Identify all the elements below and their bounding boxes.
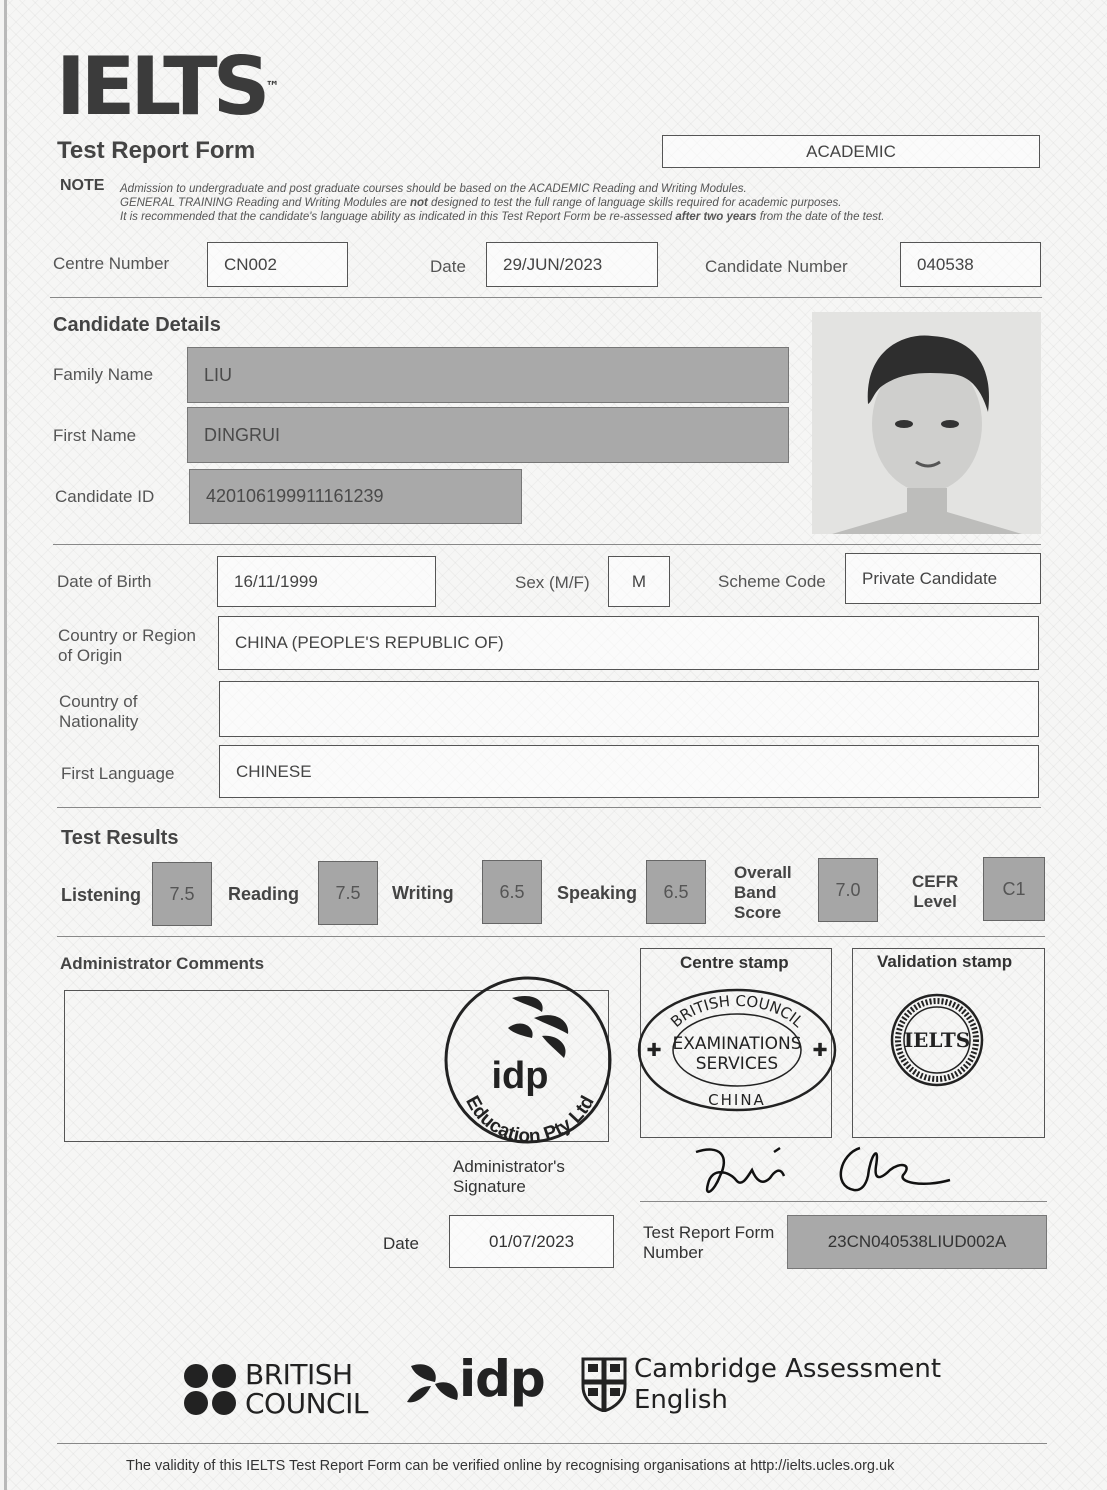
listening-score-value: 7.5: [169, 883, 195, 904]
overall-label-line-3: Score: [734, 903, 782, 922]
speaking-label: Speaking: [557, 883, 638, 903]
footer-divider: [57, 1443, 1047, 1444]
cefr-label-line-2: Level: [913, 892, 957, 911]
divider-4: [57, 936, 1045, 937]
origin-label: [58, 626, 196, 666]
admin-date-value: 01/07/2023: [488, 1231, 575, 1251]
dob-label: Date of Birth: [57, 572, 152, 591]
listening-score: [152, 862, 212, 926]
sex-box: [608, 556, 670, 607]
validation-stamp-label: Validation stamp: [877, 952, 1013, 971]
idp-stamp-text: idp: [491, 1055, 549, 1097]
trf-number-label: [643, 1223, 774, 1263]
british-council-wordmark: [245, 1360, 368, 1418]
sex-label: Sex (M/F): [515, 573, 590, 592]
nationality-label-line-2: Nationality: [59, 712, 139, 731]
british-council-stamp: [636, 986, 838, 1114]
validation-seal-text: IELTS: [903, 1028, 971, 1052]
cambridge-logo-line-1: Cambridge Assessment: [634, 1354, 942, 1384]
sex-value: M: [631, 571, 647, 591]
first-name-field: [187, 407, 789, 463]
centre-date-value: 29/JUN/2023: [503, 254, 603, 274]
trf-label-line-2: Number: [643, 1243, 704, 1262]
candidate-number-value: 040538: [917, 254, 974, 274]
candidate-portrait-graphic: [812, 312, 1041, 534]
first-language-value: CHINESE: [236, 761, 312, 781]
trf-number-field: [787, 1215, 1047, 1269]
cambridge-crest-icon: [580, 1356, 628, 1412]
overall-label-line-2: Band: [734, 883, 777, 902]
overall-band-value: 7.0: [835, 879, 861, 900]
cefr-label-line-1: CEFR: [912, 872, 959, 891]
form-title: Test Report Form: [57, 137, 256, 164]
cambridge-wordmark: [634, 1354, 941, 1416]
cefr-level-score: [983, 857, 1045, 921]
reading-score-value: 7.5: [335, 882, 361, 903]
note-line-2b: not: [409, 197, 428, 209]
speaking-score: [646, 860, 706, 924]
cefr-level-value: C1: [1002, 878, 1026, 899]
candidate-number-box: [900, 242, 1041, 287]
scheme-code-value: Private Candidate: [862, 568, 998, 588]
centre-stamp-label: Centre stamp: [680, 953, 789, 972]
ielts-logo-text: IELTS: [56, 40, 266, 133]
first-language-box: [219, 745, 1039, 798]
candidate-details-title: Candidate Details: [53, 314, 221, 336]
candidate-photo: [812, 312, 1041, 534]
note-label: NOTE: [60, 177, 105, 194]
origin-box: [218, 616, 1039, 670]
speaking-score-value: 6.5: [663, 881, 689, 902]
ielts-logo: [56, 40, 280, 133]
nationality-label: [59, 692, 138, 732]
note-line-3: [120, 211, 884, 223]
note-line-3b: after two years: [675, 211, 757, 223]
candidate-id-field: [189, 469, 522, 524]
module-value: ACADEMIC: [806, 141, 896, 161]
divider-2: [53, 544, 1041, 545]
test-results-title: Test Results: [61, 827, 179, 849]
idp-leaf-icon: [405, 1358, 461, 1414]
idp-logo: [405, 1350, 545, 1418]
scheme-code-box: [845, 553, 1041, 604]
british-council-dots-icon: [183, 1362, 243, 1418]
signature-label-line-1: Administrator's: [453, 1157, 565, 1176]
bc-logo-line-2: COUNCIL: [245, 1387, 368, 1420]
divider-1: [50, 297, 1042, 298]
note-line-3c: from the date of the test.: [756, 211, 885, 223]
idp-education-stamp: [442, 976, 614, 1144]
candidate-id-label: Candidate ID: [55, 487, 155, 506]
bc-stamp-top-text: BRITISH COUNCIL: [667, 991, 808, 1031]
dob-value: 16/11/1999: [234, 571, 318, 591]
bc-stamp-right-cross: ✚: [812, 1040, 828, 1061]
validity-notice: The validity of this IELTS Test Report Form can be verified online by recognising organisations at http://ielts.ucles.org.uk: [126, 1458, 895, 1474]
dob-box: [217, 556, 436, 607]
validation-seal-graphic: [890, 993, 984, 1087]
bc-logo-line-1: BRITISH: [245, 1358, 353, 1391]
idp-stamp-graphic: [442, 976, 614, 1144]
administrator-comments-label: Administrator Comments: [60, 954, 265, 973]
centre-number-value: CN002: [224, 254, 277, 274]
origin-label-line-1: Country or Region: [58, 626, 196, 645]
british-council-logo: [183, 1360, 373, 1420]
note-line-1-text: Admission to undergraduate and post graduate courses should be based on the ACADEMIC Reading and Writing Modules.: [120, 183, 747, 195]
bc-stamp-mid-2: SERVICES: [695, 1054, 779, 1074]
bc-stamp-left-cross: ✚: [646, 1040, 662, 1061]
british-council-stamp-graphic: [636, 986, 838, 1114]
nationality-label-line-1: Country of: [59, 692, 138, 711]
centre-date-box: [486, 242, 658, 287]
reading-label: Reading: [228, 884, 300, 904]
cefr-level-label: [912, 872, 958, 912]
family-name-field: [187, 347, 789, 403]
centre-date-label: Date: [430, 257, 466, 276]
first-name-value: DINGRUI: [204, 424, 280, 445]
centre-number-box: [207, 242, 348, 287]
first-language-label: First Language: [61, 764, 175, 783]
bc-stamp-mid-1: EXAMINATIONS: [672, 1034, 802, 1054]
family-name-label: Family Name: [53, 365, 154, 384]
writing-score-value: 6.5: [499, 881, 525, 902]
trademark-mark: ™: [265, 79, 280, 95]
bc-stamp-bottom-text: CHINA: [708, 1091, 766, 1109]
note-line-3a: It is recommended that the candidate's language ability as indicated in this Test Report Form be re-assessed: [120, 211, 676, 223]
overall-band-label: [734, 863, 792, 923]
centre-number-label: Centre Number: [53, 254, 170, 273]
svg-text:Education Pty Ltd: [461, 1093, 598, 1144]
note-line-2: [120, 197, 841, 209]
note-line-2a: GENERAL TRAINING Reading and Writing Modules are: [120, 197, 410, 209]
note-line-1: [120, 183, 747, 195]
overall-band-score: [818, 858, 878, 922]
listening-label: Listening: [61, 885, 141, 905]
first-name-label: First Name: [53, 426, 137, 445]
ielts-validation-seal: [890, 993, 984, 1087]
trf-label-line-1: Test Report Form: [643, 1223, 775, 1242]
cambridge-assessment-logo: [580, 1354, 942, 1415]
nationality-box: [219, 681, 1039, 737]
overall-label-line-1: Overall: [734, 863, 792, 882]
signature-scribble: [690, 1136, 960, 1202]
scheme-code-label: Scheme Code: [718, 572, 826, 591]
administrator-signature-label: [453, 1157, 565, 1197]
origin-value: CHINA (PEOPLE'S REPUBLIC OF): [235, 633, 504, 652]
reading-score: [318, 861, 378, 925]
writing-label: Writing: [392, 883, 454, 903]
candidate-id-value: 420106199911161239: [206, 486, 384, 506]
cambridge-logo-line-2: English: [634, 1385, 728, 1415]
writing-score: [482, 860, 542, 924]
admin-date-box: [449, 1215, 614, 1268]
administrator-signature: [690, 1136, 960, 1202]
idp-stamp-ring-text: Education Pty Ltd: [461, 1092, 599, 1144]
idp-wordmark: idp: [459, 1350, 545, 1408]
signature-line: [640, 1201, 1047, 1202]
note-line-2c: designed to test the full range of language skills required for academic purposes.: [427, 197, 842, 209]
origin-label-line-2: of Origin: [58, 646, 123, 665]
module-box: [662, 135, 1040, 168]
candidate-number-label: Candidate Number: [705, 257, 848, 276]
admin-date-label: Date: [383, 1234, 419, 1253]
divider-3: [57, 807, 1041, 808]
signature-label-line-2: Signature: [453, 1177, 526, 1196]
family-name-value: LIU: [204, 364, 233, 385]
trf-number-value: 23CN040538LIUD002A: [827, 1232, 1007, 1251]
